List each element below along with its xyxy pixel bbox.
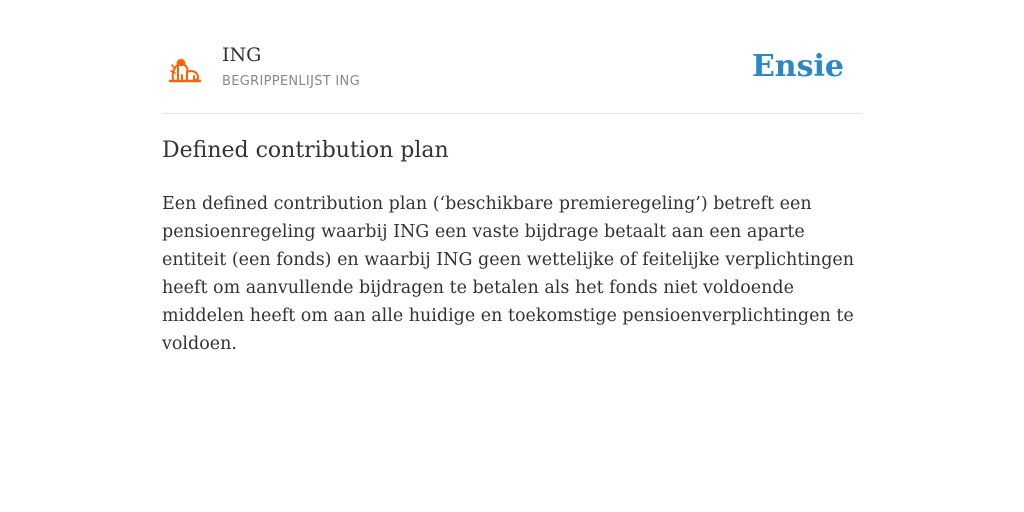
brand-logo-link[interactable]: Ensie	[751, 49, 844, 84]
org-name: ING	[222, 44, 262, 66]
page-title: Defined contribution plan	[162, 138, 449, 163]
definition-text: Een defined contribution plan (‘beschikbare premieregeling’) betreft een pensioenregeling waarbij ING een vaste bijdrage betaalt aan een aparte entiteit (een fonds) en waarbij ING geen wettelijke of feitelijke verplichtingen heeft om aanvullende bijdragen te betalen als het fonds niet voldoende middelen heeft om aan alle huidige en toekomstige pensioenverplichtingen te voldoen.	[162, 194, 855, 354]
header	[162, 40, 862, 114]
org-subtitle: BEGRIPPENLIJST ING	[222, 74, 360, 89]
lion-logo-icon	[167, 57, 203, 85]
